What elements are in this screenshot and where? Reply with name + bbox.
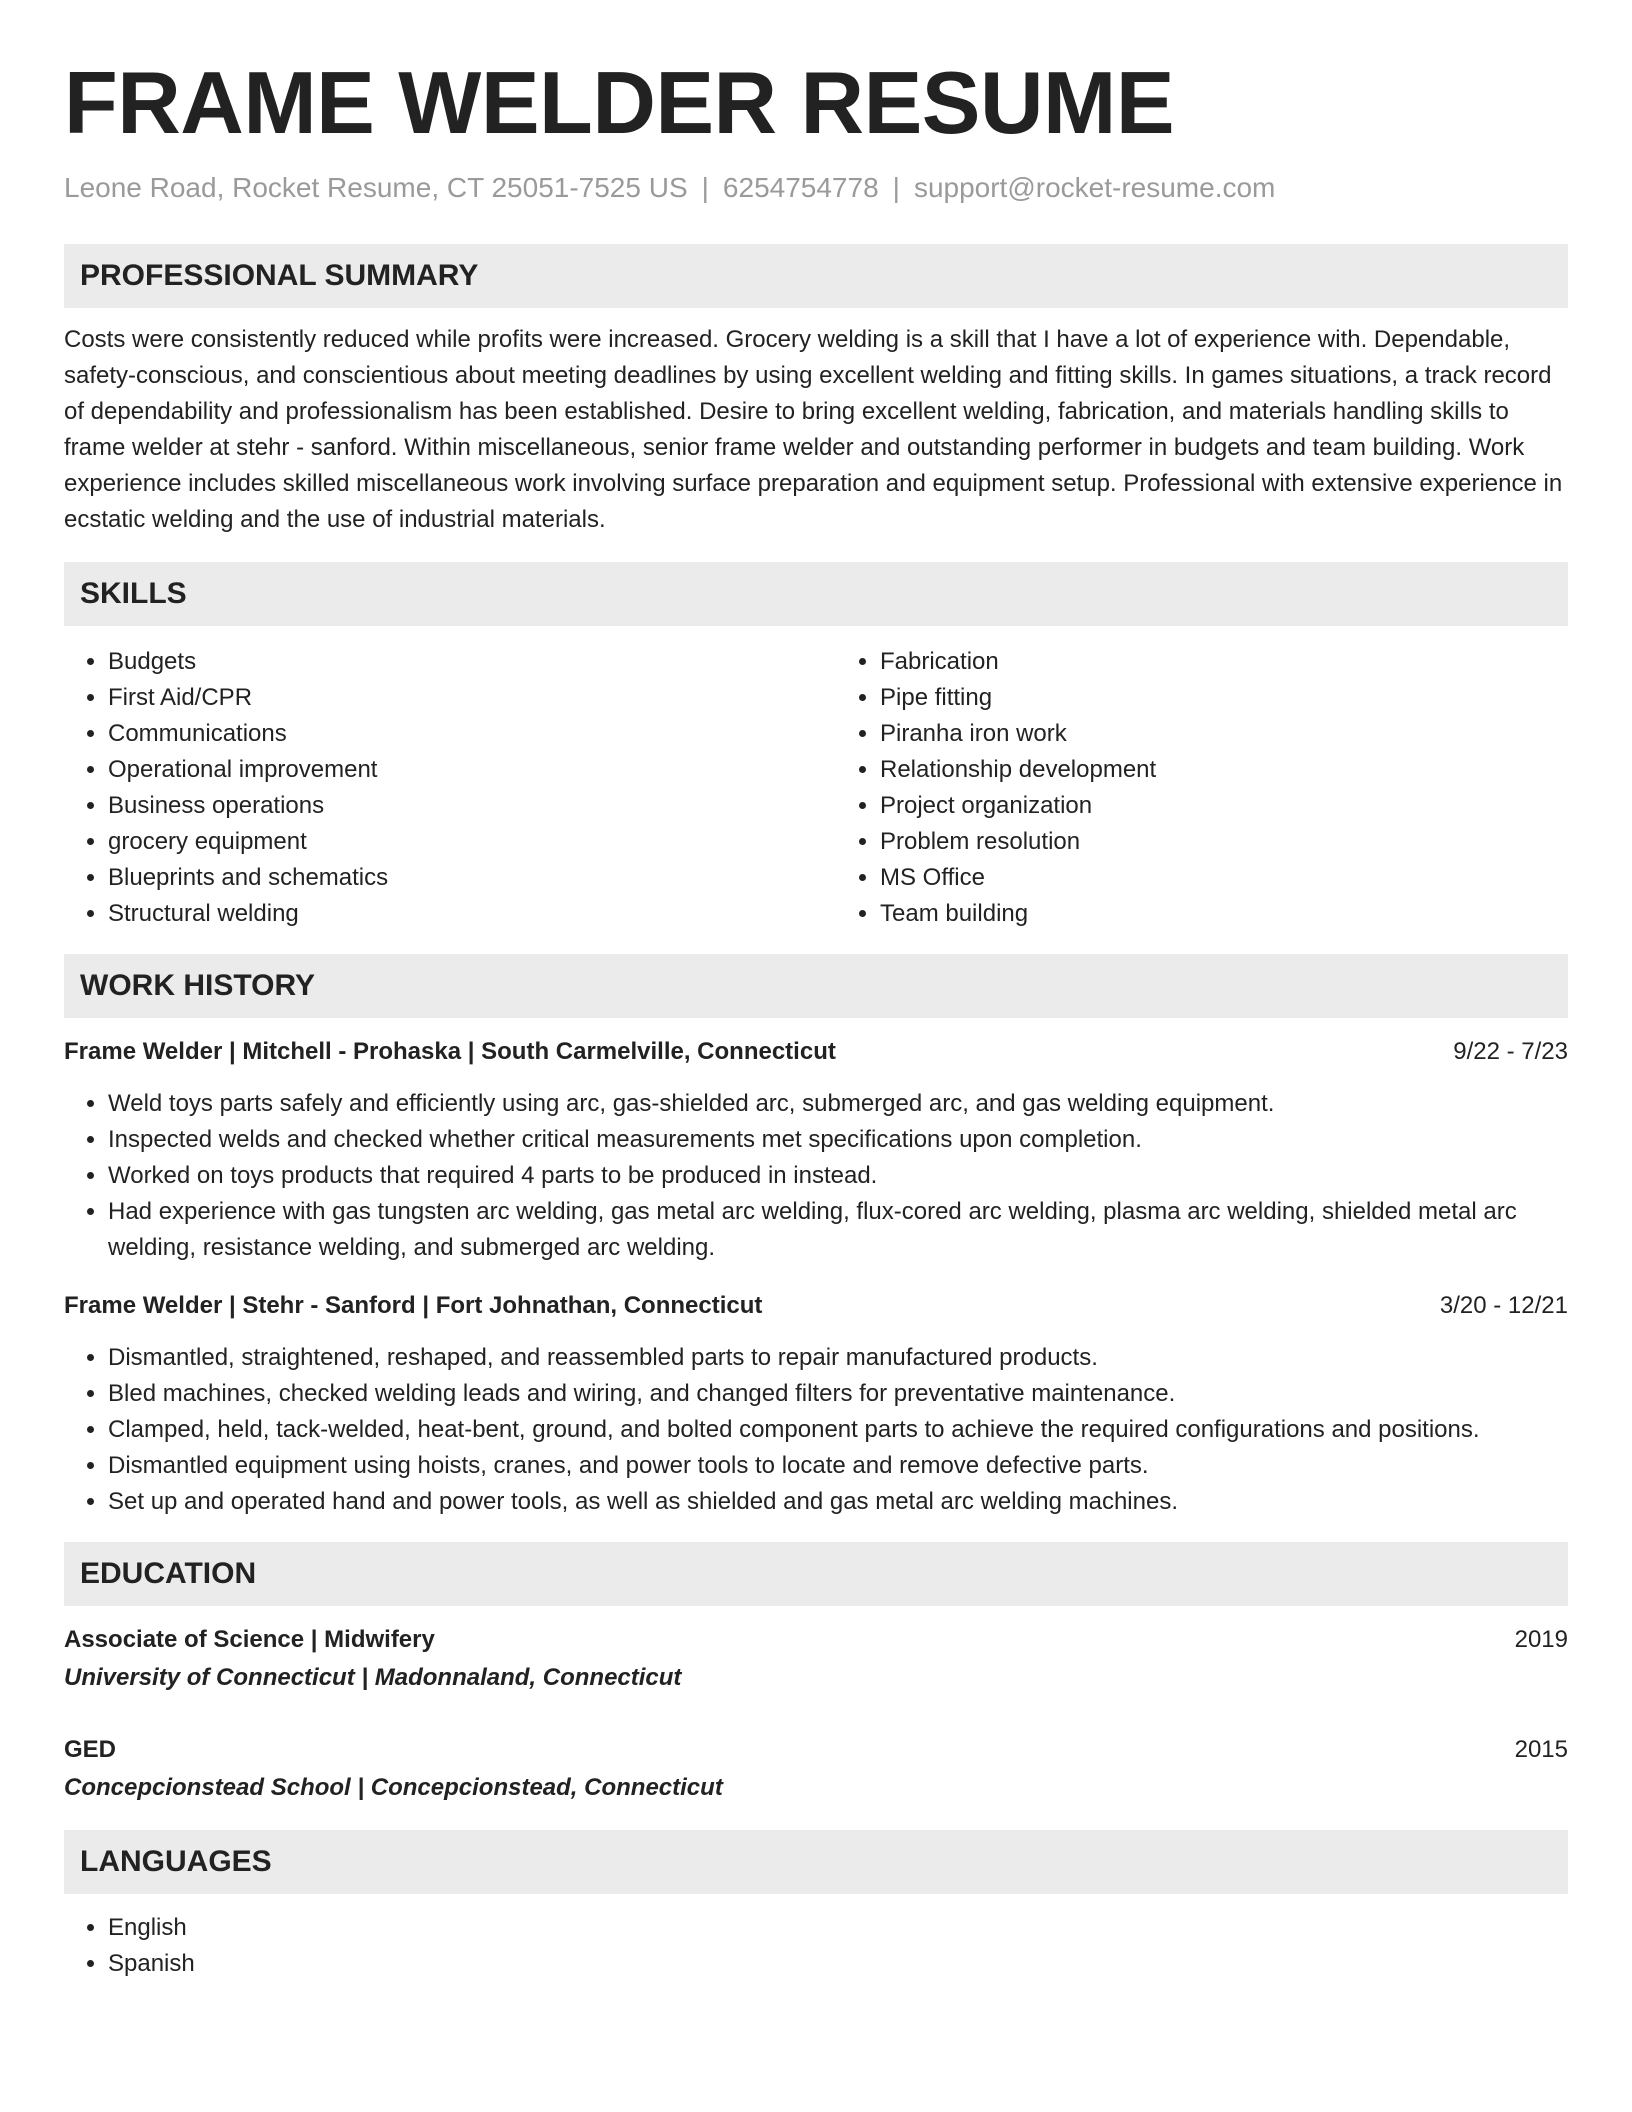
skill-item: • MS Office	[880, 860, 1568, 896]
skill-item: • grocery equipment	[108, 824, 796, 860]
skill-item: • Pipe fitting	[880, 680, 1568, 716]
skill-item: • First Aid/CPR	[108, 680, 796, 716]
education-degree: Associate of Science | Midwifery	[64, 1626, 435, 1653]
job-bullet: • Bled machines, checked welding leads and wiring, and changed filters for preventative maintenance.	[108, 1376, 1568, 1412]
section-heading-summary: PROFESSIONAL SUMMARY	[64, 244, 1568, 308]
job-bullet: • Set up and operated hand and power tools, as well as shielded and gas metal arc welding machines.	[108, 1484, 1568, 1520]
education-entry	[64, 1732, 1568, 1806]
job-bullet: • Inspected welds and checked whether critical measurements met specifications upon completion.	[108, 1122, 1568, 1158]
job-bullet: • Had experience with gas tungsten arc welding, gas metal arc welding, flux-cored arc welding, plasma arc welding, shielded metal arc welding, resistance welding, and submerged arc welding.	[108, 1194, 1568, 1266]
skill-item: • Problem resolution	[880, 824, 1568, 860]
education-header	[64, 1622, 1568, 1658]
section-heading-skills: SKILLS	[64, 562, 1568, 626]
contact-email: support@rocket-resume.com	[913, 172, 1276, 203]
job-header	[64, 1034, 1568, 1070]
job-bullet: • Weld toys parts safely and efficiently using arc, gas-shielded arc, submerged arc, and gas welding equipment.	[108, 1086, 1568, 1122]
skill-item: • Fabrication	[880, 644, 1568, 680]
skill-item: • Business operations	[108, 788, 796, 824]
language-item: • English	[108, 1910, 1568, 1946]
job-entry	[64, 1034, 1568, 1266]
skill-item: • Communications	[108, 716, 796, 752]
education-entry	[64, 1622, 1568, 1696]
skill-item: • Piranha iron work	[880, 716, 1568, 752]
skills-grid	[64, 644, 1568, 932]
education-header	[64, 1732, 1568, 1768]
contact-separator: |	[701, 172, 709, 203]
education-school: University of Connecticut | Madonnaland, Connecticut	[64, 1664, 682, 1691]
contact-separator: |	[892, 172, 900, 203]
section-heading-work: WORK HISTORY	[64, 954, 1568, 1018]
education-year: 2015	[1514, 1736, 1568, 1763]
skill-item: • Relationship development	[880, 752, 1568, 788]
education-degree: GED	[64, 1736, 117, 1763]
job-bullets	[64, 1086, 1568, 1266]
skill-item: • Team building	[880, 896, 1568, 932]
contact-phone: 6254754778	[722, 172, 879, 203]
job-dates: 3/20 - 12/21	[1439, 1292, 1568, 1319]
job-entry	[64, 1288, 1568, 1520]
skill-item: • Operational improvement	[108, 752, 796, 788]
skill-item: • Structural welding	[108, 896, 796, 932]
section-heading-languages: LANGUAGES	[64, 1830, 1568, 1894]
education-school: Concepcionstead School | Concepcionstead, Connecticut	[64, 1774, 723, 1801]
job-header	[64, 1288, 1568, 1324]
job-bullets	[64, 1340, 1568, 1520]
contact-line	[64, 170, 1568, 206]
job-dates: 9/22 - 7/23	[1453, 1038, 1568, 1065]
skills-list-left	[64, 644, 796, 932]
contact-address: Leone Road, Rocket Resume, CT 25051-7525 US	[64, 172, 688, 203]
job-bullet: • Dismantled equipment using hoists, cranes, and power tools to locate and remove defective parts.	[108, 1448, 1568, 1484]
education-year: 2019	[1514, 1626, 1568, 1653]
skills-list-right	[836, 644, 1568, 932]
resume-title: FRAME WELDER RESUME	[64, 53, 1175, 152]
languages-list	[64, 1910, 1568, 1982]
job-bullet: • Dismantled, straightened, reshaped, and reassembled parts to repair manufactured products.	[108, 1340, 1568, 1376]
skill-item: • Project organization	[880, 788, 1568, 824]
job-title: Frame Welder | Stehr - Sanford | Fort Johnathan, Connecticut	[64, 1292, 763, 1319]
skill-item: • Budgets	[108, 644, 796, 680]
job-bullet: • Clamped, held, tack-welded, heat-bent, ground, and bolted component parts to achieve the required configurations and positions.	[108, 1412, 1568, 1448]
job-title: Frame Welder | Mitchell - Prohaska | South Carmelville, Connecticut	[64, 1038, 836, 1065]
job-bullet: • Worked on toys products that required 4 parts to be produced in instead.	[108, 1158, 1568, 1194]
skill-item: • Blueprints and schematics	[108, 860, 796, 896]
section-heading-education: EDUCATION	[64, 1542, 1568, 1606]
summary-text: Costs were consistently reduced while profits were increased. Grocery welding is a skill that I have a lot of experience with. Dependable, safety-conscious, and conscientious about meeting deadlines by using excellent welding and fitting skills. In games situations, a track record of dependability and professionalism has been established. Desire to bring excellent welding, fabrication, and materials handling skills to frame welder at stehr - sanford. Within miscellaneous, senior frame welder and outstanding performer in budgets and team building. Work experience includes skilled miscellaneous work involving surface preparation and equipment setup. Professional with extensive experience in ecstatic welding and the use of industrial materials.	[64, 326, 1563, 533]
language-item: • Spanish	[108, 1946, 1568, 1982]
